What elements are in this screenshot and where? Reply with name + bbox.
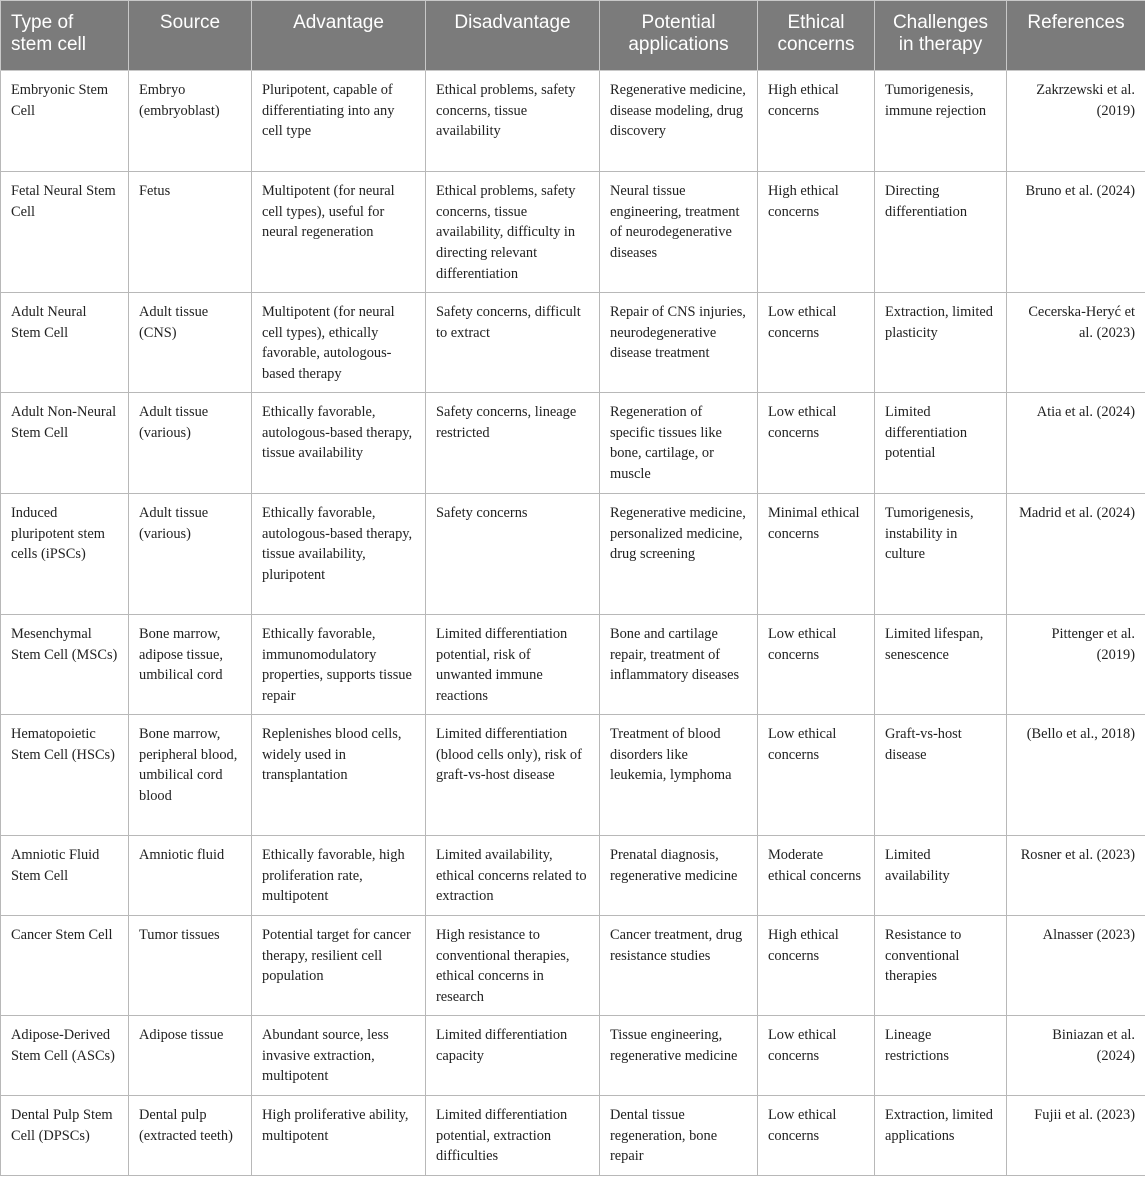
table-cell: Prenatal diagnosis, regenerative medicine <box>600 836 758 916</box>
table-cell: Adult tissue (various) <box>129 494 252 615</box>
table-cell: Zakrzewski et al. (2019) <box>1007 71 1145 172</box>
header-cell: Type of stem cell <box>1 1 129 71</box>
table-cell: Dental tissue regeneration, bone repair <box>600 1096 758 1176</box>
table-cell: Limited differentiation potential, extraction difficulties <box>426 1096 600 1176</box>
table-cell: Replenishes blood cells, widely used in transplantation <box>252 715 426 836</box>
table-row <box>1 172 1145 293</box>
table-cell: Adult tissue (CNS) <box>129 293 252 393</box>
table-cell: Ethically favorable, high proliferation rate, multipotent <box>252 836 426 916</box>
table-cell: Potential target for cancer therapy, resilient cell population <box>252 916 426 1016</box>
table-cell: Resistance to conventional therapies <box>875 916 1007 1016</box>
table-cell: Abundant source, less invasive extraction, multipotent <box>252 1016 426 1096</box>
table-cell: Induced pluripotent stem cells (iPSCs) <box>1 494 129 615</box>
table-cell: High resistance to conventional therapies, ethical concerns in research <box>426 916 600 1016</box>
table-cell: Limited differentiation potential, risk of unwanted immune reactions <box>426 615 600 715</box>
table-cell: Adipose-Derived Stem Cell (ASCs) <box>1 1016 129 1096</box>
table-row <box>1 494 1145 615</box>
table-cell: Madrid et al. (2024) <box>1007 494 1145 615</box>
table-cell: Adipose tissue <box>129 1016 252 1096</box>
table-cell: Directing differentiation <box>875 172 1007 293</box>
table-cell: Tumorigenesis, instability in culture <box>875 494 1007 615</box>
table-row <box>1 1016 1145 1096</box>
header-cell: References <box>1007 1 1145 71</box>
table-cell: Minimal ethical concerns <box>758 494 875 615</box>
table-cell: Atia et al. (2024) <box>1007 393 1145 494</box>
header-cell: Disadvantage <box>426 1 600 71</box>
table-cell: Fujii et al. (2023) <box>1007 1096 1145 1176</box>
table-cell: Rosner et al. (2023) <box>1007 836 1145 916</box>
table-cell: Low ethical concerns <box>758 1016 875 1096</box>
table-cell: Adult Neural Stem Cell <box>1 293 129 393</box>
table-cell: Hematopoietic Stem Cell (HSCs) <box>1 715 129 836</box>
table-cell: Safety concerns <box>426 494 600 615</box>
table-cell: Alnasser (2023) <box>1007 916 1145 1016</box>
table-cell: Cecerska-Heryć et al. (2023) <box>1007 293 1145 393</box>
table-cell: High ethical concerns <box>758 71 875 172</box>
table-row <box>1 1096 1145 1176</box>
table-cell: Adult tissue (various) <box>129 393 252 494</box>
header-row <box>1 1 1145 71</box>
table-cell: Dental pulp (extracted teeth) <box>129 1096 252 1176</box>
table-row <box>1 393 1145 494</box>
header-cell: Ethical concerns <box>758 1 875 71</box>
table-cell: Amniotic Fluid Stem Cell <box>1 836 129 916</box>
header-cell: Challenges in therapy <box>875 1 1007 71</box>
table-cell: Bone marrow, peripheral blood, umbilical cord blood <box>129 715 252 836</box>
table-row <box>1 71 1145 172</box>
table-cell: Embryonic Stem Cell <box>1 71 129 172</box>
table-cell: Limited differentiation capacity <box>426 1016 600 1096</box>
table-cell: Cancer Stem Cell <box>1 916 129 1016</box>
table-row <box>1 836 1145 916</box>
table-cell: Treatment of blood disorders like leukemia, lymphoma <box>600 715 758 836</box>
table-cell: Graft-vs-host disease <box>875 715 1007 836</box>
table-cell: Cancer treatment, drug resistance studies <box>600 916 758 1016</box>
table-cell: Pluripotent, capable of differentiating into any cell type <box>252 71 426 172</box>
table-cell: High ethical concerns <box>758 916 875 1016</box>
table-cell: Multipotent (for neural cell types), useful for neural regeneration <box>252 172 426 293</box>
table-row <box>1 615 1145 715</box>
table-cell: Low ethical concerns <box>758 1096 875 1176</box>
table-row <box>1 293 1145 393</box>
table-cell: High proliferative ability, multipotent <box>252 1096 426 1176</box>
table-cell: Low ethical concerns <box>758 293 875 393</box>
table-cell: Embryo (embryoblast) <box>129 71 252 172</box>
table-cell: Adult Non-Neural Stem Cell <box>1 393 129 494</box>
table-cell: Limited availability <box>875 836 1007 916</box>
table-cell: Bone and cartilage repair, treatment of inflammatory diseases <box>600 615 758 715</box>
table-cell: Biniazan et al. (2024) <box>1007 1016 1145 1096</box>
table-cell: Moderate ethical concerns <box>758 836 875 916</box>
table-cell: Tumor tissues <box>129 916 252 1016</box>
table-cell: Ethically favorable, autologous-based therapy, tissue availability, pluripotent <box>252 494 426 615</box>
header-cell: Potential applications <box>600 1 758 71</box>
table-cell: Tumorigenesis, immune rejection <box>875 71 1007 172</box>
table-cell: Dental Pulp Stem Cell (DPSCs) <box>1 1096 129 1176</box>
table-cell: Safety concerns, lineage restricted <box>426 393 600 494</box>
table-cell: Fetus <box>129 172 252 293</box>
table-row <box>1 916 1145 1016</box>
table-cell: Ethically favorable, autologous-based therapy, tissue availability <box>252 393 426 494</box>
table-cell: Extraction, limited applications <box>875 1096 1007 1176</box>
table-cell: Mesenchymal Stem Cell (MSCs) <box>1 615 129 715</box>
table-cell: Ethical problems, safety concerns, tissue availability, difficulty in directing relevant differentiation <box>426 172 600 293</box>
table-cell: Low ethical concerns <box>758 393 875 494</box>
header-cell: Advantage <box>252 1 426 71</box>
table-cell: Ethical problems, safety concerns, tissue availability <box>426 71 600 172</box>
table-cell: Fetal Neural Stem Cell <box>1 172 129 293</box>
table-cell: Low ethical concerns <box>758 715 875 836</box>
table-cell: Bruno et al. (2024) <box>1007 172 1145 293</box>
table-cell: Bone marrow, adipose tissue, umbilical cord <box>129 615 252 715</box>
table-cell: Regeneration of specific tissues like bone, cartilage, or muscle <box>600 393 758 494</box>
table-row <box>1 715 1145 836</box>
table-cell: Limited availability, ethical concerns related to extraction <box>426 836 600 916</box>
table-cell: Limited lifespan, senescence <box>875 615 1007 715</box>
table-cell: Pittenger et al. (2019) <box>1007 615 1145 715</box>
table-cell: Regenerative medicine, personalized medicine, drug screening <box>600 494 758 615</box>
table-cell: High ethical concerns <box>758 172 875 293</box>
table-cell: Limited differentiation (blood cells only), risk of graft-vs-host disease <box>426 715 600 836</box>
header-cell: Source <box>129 1 252 71</box>
table-cell: Extraction, limited plasticity <box>875 293 1007 393</box>
table-cell: Regenerative medicine, disease modeling, drug discovery <box>600 71 758 172</box>
table-cell: Multipotent (for neural cell types), ethically favorable, autologous-based therapy <box>252 293 426 393</box>
table-cell: Tissue engineering, regenerative medicine <box>600 1016 758 1096</box>
table-cell: Lineage restrictions <box>875 1016 1007 1096</box>
table-cell: Repair of CNS injuries, neurodegenerative disease treatment <box>600 293 758 393</box>
table-cell: Limited differentiation potential <box>875 393 1007 494</box>
table-cell: Amniotic fluid <box>129 836 252 916</box>
table-cell: Ethically favorable, immunomodulatory properties, supports tissue repair <box>252 615 426 715</box>
table-cell: (Bello et al., 2018) <box>1007 715 1145 836</box>
table-cell: Neural tissue engineering, treatment of neurodegenerative diseases <box>600 172 758 293</box>
table-cell: Low ethical concerns <box>758 615 875 715</box>
table-cell: Safety concerns, difficult to extract <box>426 293 600 393</box>
